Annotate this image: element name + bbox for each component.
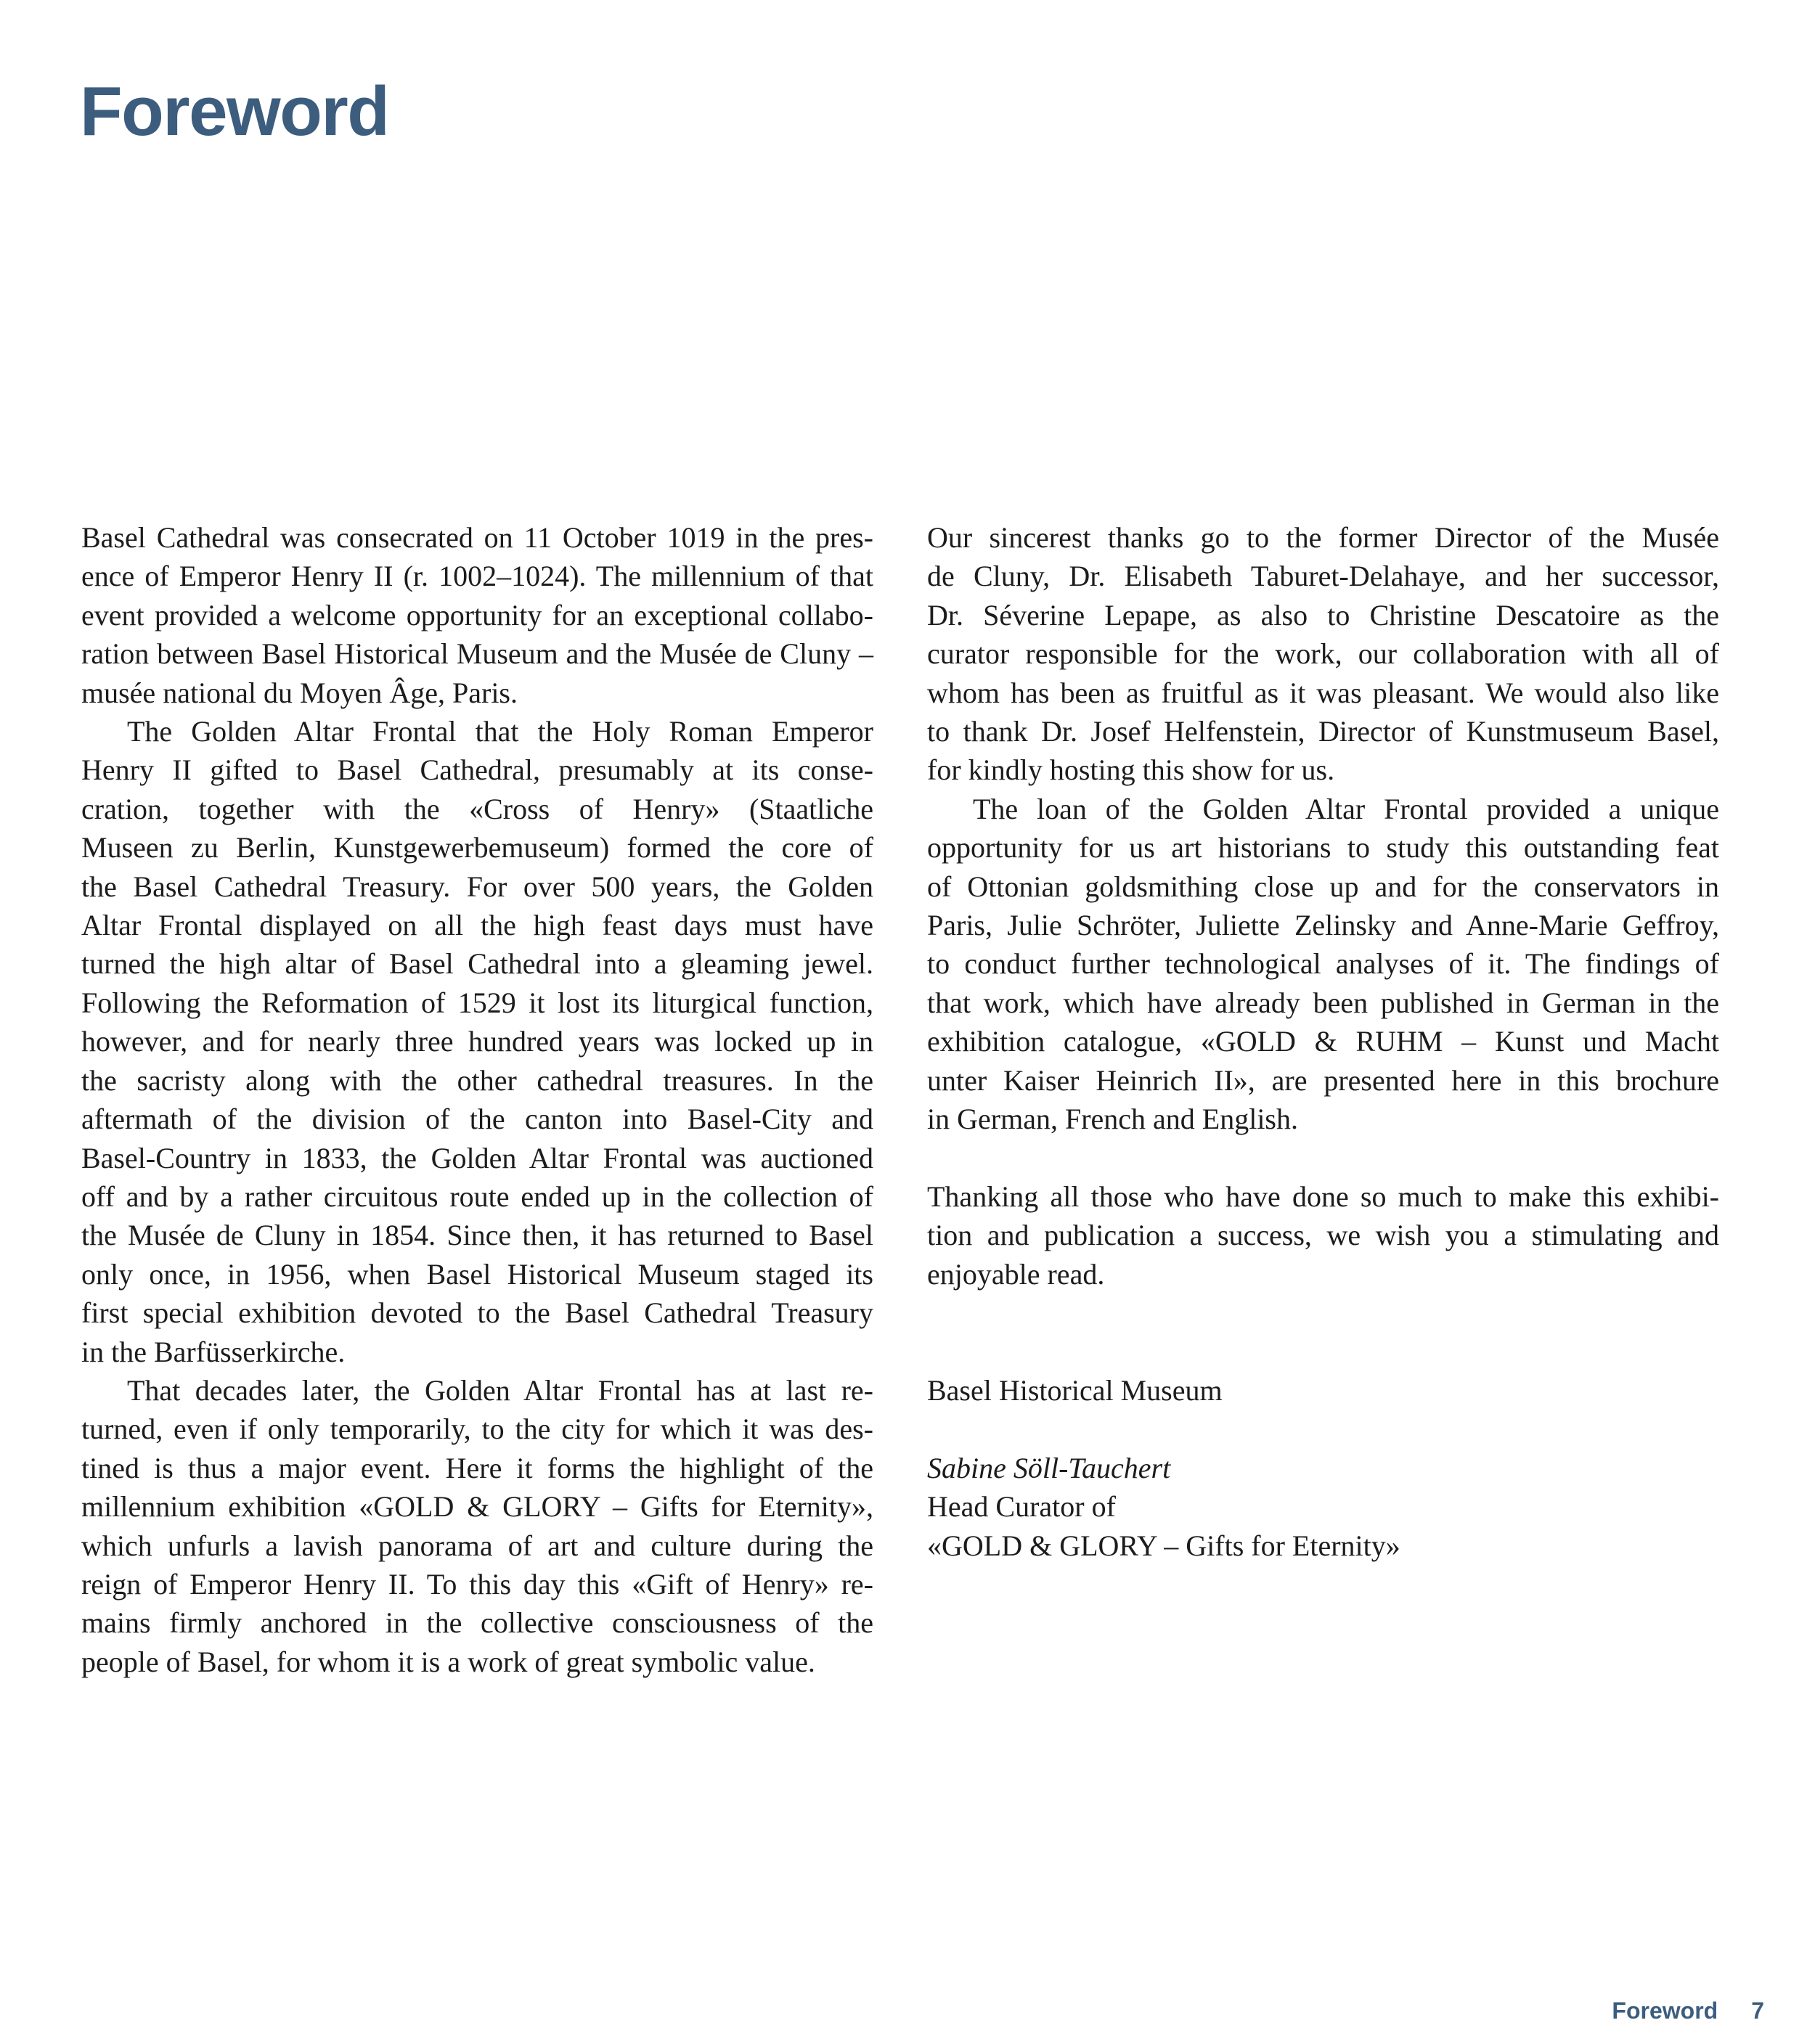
text-line: Head Curator of	[927, 1490, 1116, 1524]
paragraph	[81, 518, 873, 712]
text-line: aftermath of the division of the canton into Basel-City and	[81, 1103, 873, 1136]
paragraph	[927, 518, 1719, 790]
text-line: curator responsible for the work, our collaboration with all of	[927, 637, 1719, 671]
text-line: exhibition catalogue, «GOLD & RUHM – Kunst und Macht	[927, 1025, 1719, 1058]
text-column-left	[81, 518, 873, 1681]
paragraph	[927, 1449, 1719, 1487]
text-line: The Golden Altar Frontal that the Holy Roman Emperor	[127, 715, 873, 748]
text-line: whom has been as fruitful as it was pleasant. We would also like	[927, 676, 1719, 709]
text-line: event provided a welcome opportunity for an exceptional collabo-	[81, 598, 873, 631]
paragraph	[81, 712, 873, 1371]
text-line: Altar Frontal displayed on all the high feast days must have	[81, 909, 873, 942]
text-line: mains firmly anchored in the collective consciousness of the	[81, 1606, 873, 1640]
text-line: cration, together with the «Cross of Henry» (Staatliche	[81, 792, 873, 825]
text-line: de Cluny, Dr. Elisabeth Taburet-Delahaye, and her successor,	[927, 560, 1719, 593]
text-line: turned, even if only temporarily, to the city for which it was des-	[81, 1413, 873, 1446]
text-line: of Ottonian goldsmithing close up and for the conservators in	[927, 870, 1719, 903]
text-line: Thanking all those who have done so much to make this exhibi-	[927, 1180, 1719, 1213]
text-line: Museen zu Berlin, Kunstgewerbemuseum) formed the core of	[81, 831, 873, 864]
footer-section-label: Foreword	[1612, 1998, 1718, 2024]
text-line: Paris, Julie Schröter, Juliette Zelinsky and Anne-Marie Geffroy,	[927, 909, 1719, 942]
text-line: ration between Basel Historical Museum and the Musée de Cluny –	[81, 637, 873, 671]
paragraph	[927, 1371, 1719, 1410]
text-line: the Basel Cathedral Treasury. For over 500 years, the Golden	[81, 870, 873, 903]
footer	[1612, 1997, 1764, 2024]
text-columns	[81, 518, 1719, 1681]
paragraph	[927, 1487, 1719, 1565]
text-line: tion and publication a success, we wish you a stimulating and	[927, 1219, 1719, 1252]
text-line: for kindly hosting this show for us.	[927, 753, 1335, 787]
text-line: off and by a rather circuitous route ended up in the collection of	[81, 1180, 873, 1213]
footer-page-number: 7	[1751, 1998, 1764, 2024]
text-line: unter Kaiser Heinrich II», are presented here in this brochure	[927, 1063, 1719, 1097]
text-line: tined is thus a major event. Here it forms the highlight of the	[81, 1451, 873, 1484]
text-line: Our sincerest thanks go to the former Director of the Musée	[927, 521, 1719, 554]
text-line: which unfurls a lavish panorama of art and culture during the	[81, 1529, 873, 1562]
text-line: the sacristy along with the other cathedral treasures. In the	[81, 1063, 873, 1097]
page-title: Foreword	[80, 73, 389, 151]
text-line: Dr. Séverine Lepape, as also to Christine Descatoire as the	[927, 598, 1719, 631]
text-line: «GOLD & GLORY – Gifts for Eternity»	[927, 1529, 1400, 1562]
text-line: Sabine Söll-Tauchert	[927, 1451, 1171, 1484]
text-column-right	[927, 518, 1719, 1681]
paragraph	[81, 1371, 873, 1681]
text-line: turned the high altar of Basel Cathedral into a gleaming jewel.	[81, 947, 873, 981]
text-line: Basel Historical Museum	[927, 1373, 1223, 1407]
paragraph	[927, 1177, 1719, 1293]
text-line: Basel Cathedral was consecrated on 11 October 1019 in the pres-	[81, 521, 873, 554]
text-line: first special exhibition devoted to the Basel Cathedral Treasury	[81, 1296, 873, 1330]
text-line: reign of Emperor Henry II. To this day this «Gift of Henry» re-	[81, 1567, 873, 1601]
text-line: millennium exhibition «GOLD & GLORY – Gifts for Eternity»,	[81, 1490, 873, 1524]
text-line: the Musée de Cluny in 1854. Since then, it has returned to Basel	[81, 1219, 873, 1252]
text-line: in German, French and English.	[927, 1103, 1298, 1136]
text-line: Henry II gifted to Basel Cathedral, presumably at its conse-	[81, 753, 873, 787]
text-line: ence of Emperor Henry II (r. 1002–1024). The millennium of that	[81, 560, 873, 593]
text-line: however, and for nearly three hundred years was locked up in	[81, 1025, 873, 1058]
text-line: enjoyable read.	[927, 1257, 1105, 1291]
text-line: That decades later, the Golden Altar Frontal has at last re-	[127, 1373, 873, 1407]
paragraph	[927, 790, 1719, 1139]
text-line: people of Basel, for whom it is a work of great symbolic value.	[81, 1645, 815, 1678]
text-line: Following the Reformation of 1529 it lost its liturgical function,	[81, 986, 873, 1019]
text-line: to thank Dr. Josef Helfenstein, Director of Kunstmuseum Basel,	[927, 715, 1719, 748]
text-line: The loan of the Golden Altar Frontal provided a unique	[973, 792, 1719, 825]
text-line: in the Barfüsserkirche.	[81, 1335, 346, 1368]
text-line: Basel-Country in 1833, the Golden Altar Frontal was auctioned	[81, 1141, 873, 1174]
text-line: musée national du Moyen Âge, Paris.	[81, 676, 518, 709]
text-line: to conduct further technological analyses of it. The findings of	[927, 947, 1719, 981]
text-line: only once, in 1956, when Basel Historical Museum staged its	[81, 1257, 873, 1291]
text-line: opportunity for us art historians to study this outstanding feat	[927, 831, 1719, 864]
text-line: that work, which have already been published in German in the	[927, 986, 1719, 1019]
